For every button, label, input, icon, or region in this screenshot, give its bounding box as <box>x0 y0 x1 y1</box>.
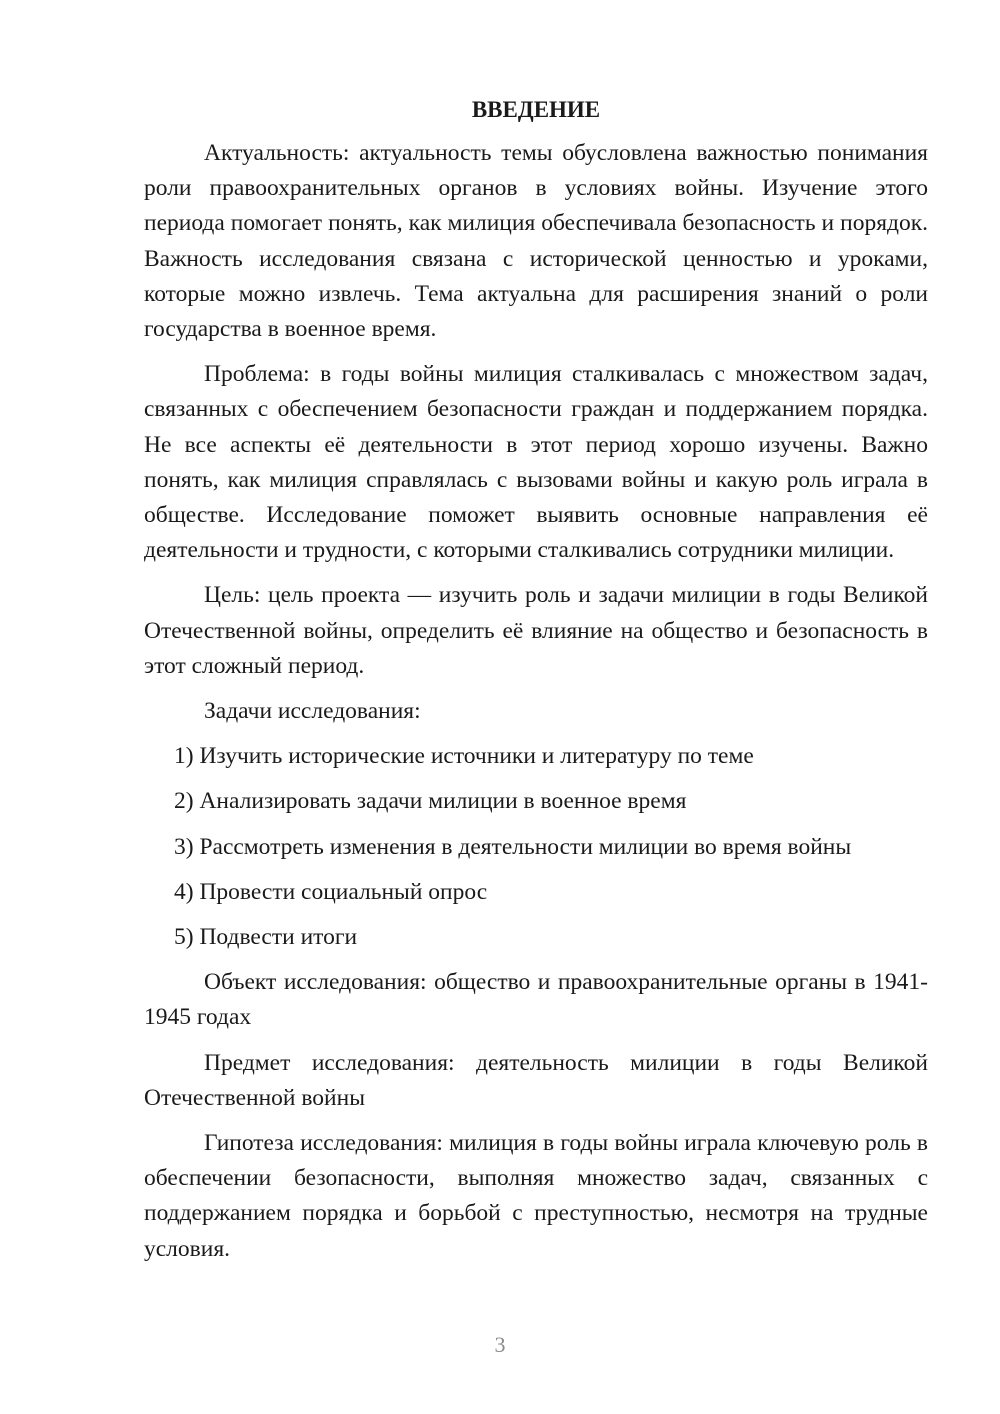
page-content <box>144 92 928 1277</box>
section-title: ВВЕДЕНИЕ <box>471 97 601 122</box>
paragraph-object: Объект исследования: общество и правоохранительные органы в 1941-1945 годах <box>144 969 928 1031</box>
task-item-2: 2) Анализировать задачи милиции в военное время <box>174 788 687 815</box>
tasks-heading: Задачи исследования: <box>204 698 421 725</box>
paragraph-relevance: Актуальность: актуальность темы обусловлена важностью понимания роли правоохранительных органов в условиях войны. Изучение этого периода помогает понять, как милиция обеспечивала безопасность и порядок. Важность исследования связана с исторической ценностью и уроками, которые можно извлечь. Тема актуальна для расширения знаний о роли государства в военное время. <box>144 140 928 343</box>
task-item-1: 1) Изучить исторические источники и литературу по теме <box>174 743 754 770</box>
paragraph-problem: Проблема: в годы войны милиция сталкивалась с множеством задач, связанных с обеспечением безопасности граждан и поддержанием порядка. Не все аспекты её деятельности в этот период хорошо изучены. Важно понять, как милиция справлялась с вызовами войны и какую роль играла в обществе. Исследование поможет выявить основные направления её деятельности и трудности, с которыми сталкивались сотрудники милиции. <box>144 361 928 564</box>
paragraph-goal: Цель: цель проекта — изучить роль и задачи милиции в годы Великой Отечественной войны, определить её влияние на общество и безопасность в этот сложный период. <box>144 582 928 679</box>
paragraph-subject: Предмет исследования: деятельность милиции в годы Великой Отечественной войны <box>144 1049 928 1111</box>
task-list <box>144 739 928 955</box>
task-item-5: 5) Подвести итоги <box>174 924 358 951</box>
page-number: 3 <box>494 1332 506 1357</box>
task-item-3: 3) Рассмотреть изменения в деятельности милиции во время войны <box>174 833 852 860</box>
task-item-4: 4) Провести социальный опрос <box>174 878 488 905</box>
paragraph-hypothesis: Гипотеза исследования: милиция в годы войны играла ключевую роль в обеспечении безопасности, выполняя множество задач, связанных с поддержанием порядка и борьбой с преступностью, несмотря на трудные условия. <box>144 1130 928 1262</box>
